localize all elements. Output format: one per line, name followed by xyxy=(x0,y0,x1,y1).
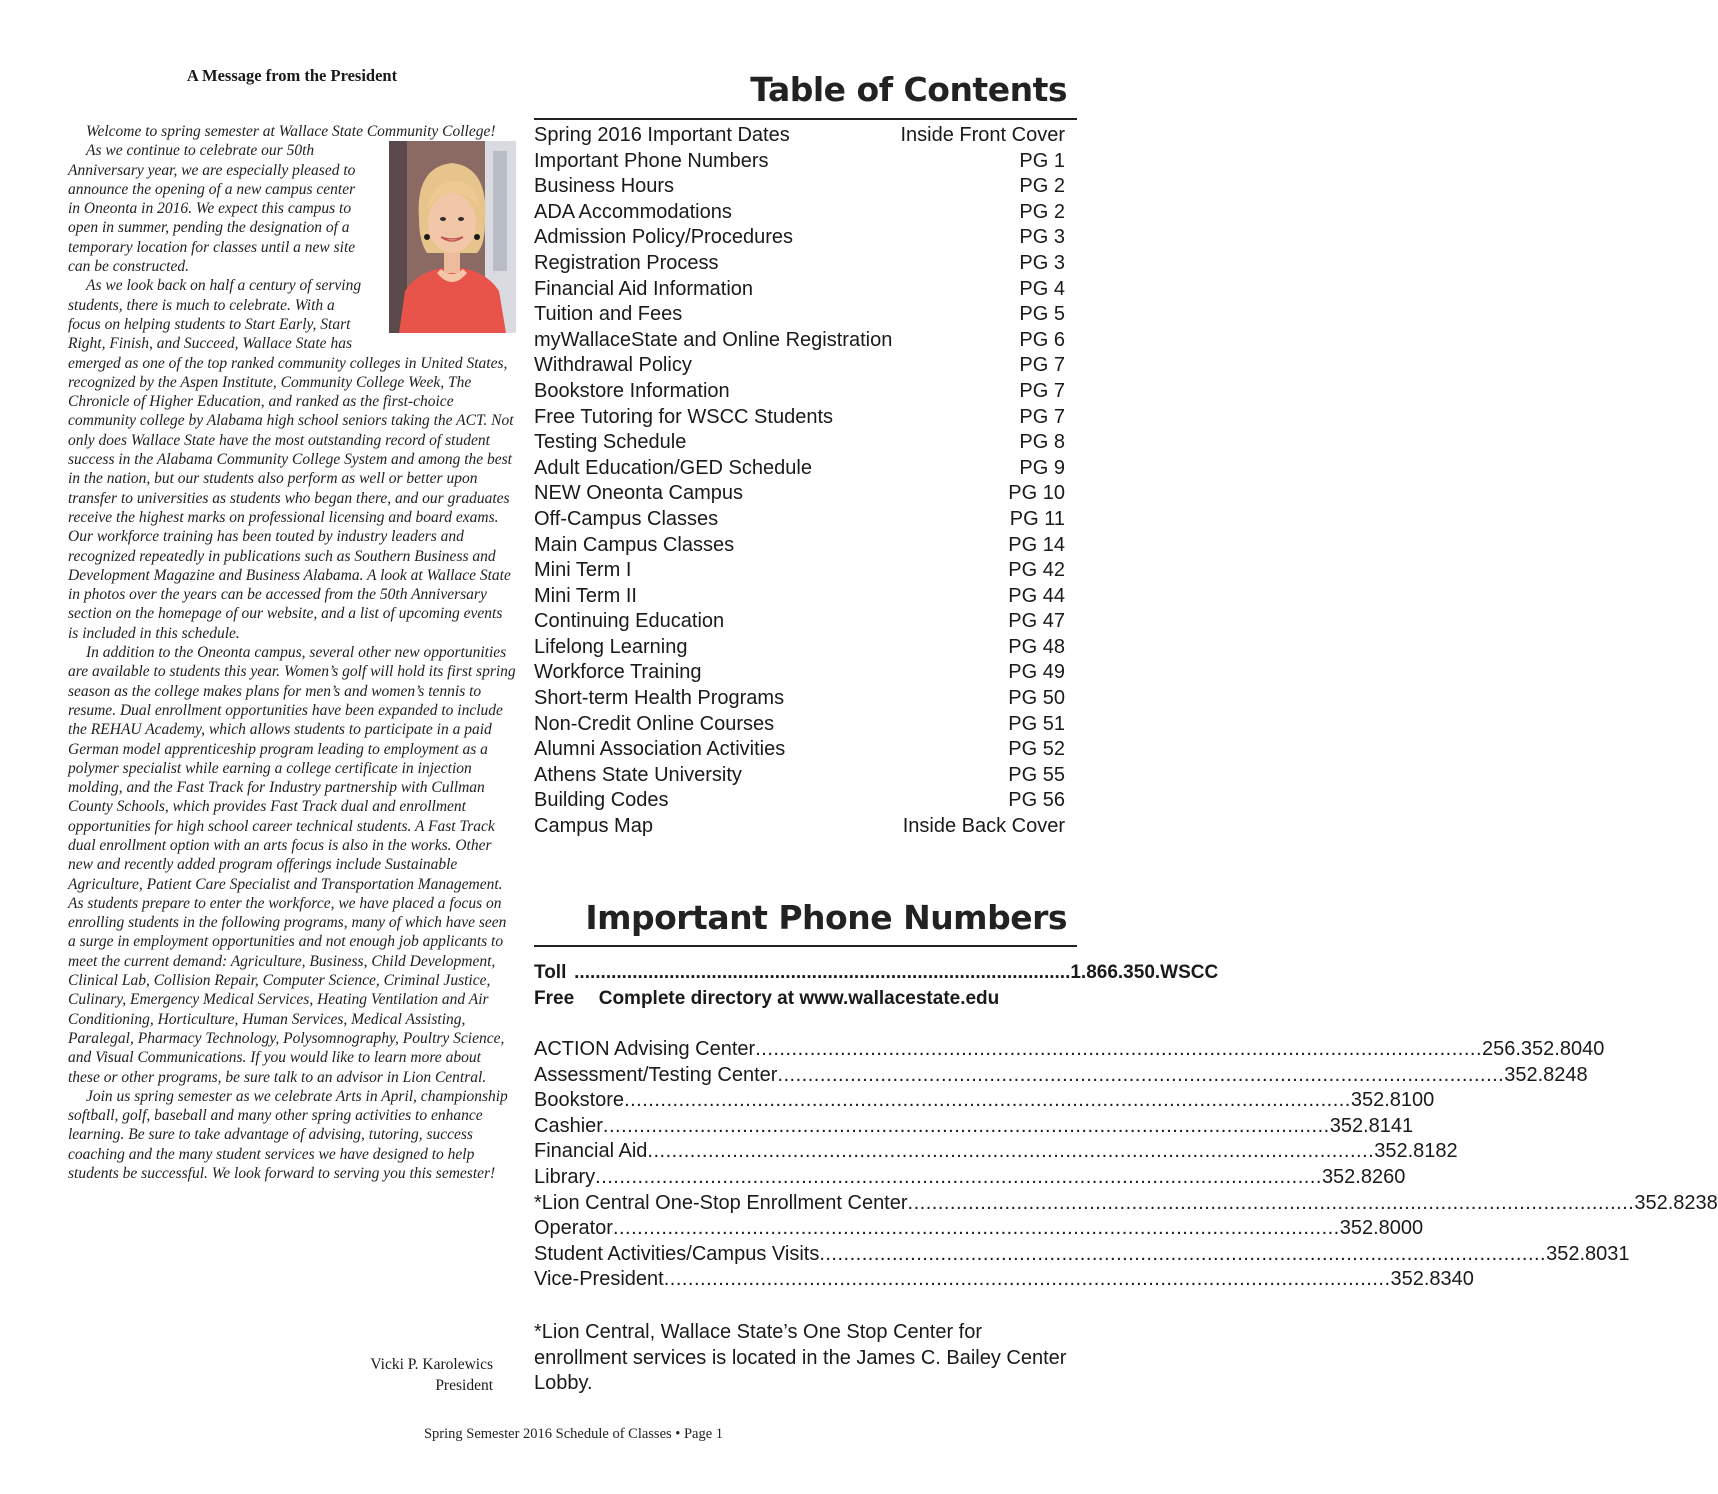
phone-label: ACTION Advising Center xyxy=(534,1038,756,1060)
toc-item xyxy=(534,225,1065,251)
phone-directory xyxy=(534,960,1718,1293)
toc-item-page: PG 10 xyxy=(1008,482,1065,505)
toc-item-label: Alumni Association Activities xyxy=(534,738,786,761)
toc-item-label: Workforce Training xyxy=(534,661,702,684)
message-paragraph: Welcome to spring semester at Wallace State Community College! xyxy=(86,123,496,140)
lion-central-footnote: *Lion Central, Wallace State’s One Stop Center for enrollment services is located in the James C. Bailey Center Lobby. xyxy=(534,1321,1067,1394)
toc-item xyxy=(534,814,1065,840)
toc-item-page: PG 47 xyxy=(1008,610,1065,633)
phone-number: 352.8248 xyxy=(1504,1063,1588,1086)
toc-item-page: PG 52 xyxy=(1008,738,1065,761)
president-photo xyxy=(389,141,516,333)
toc-item xyxy=(534,584,1065,610)
phone-label: Operator xyxy=(534,1217,613,1240)
toc-item xyxy=(534,174,1065,200)
toc-item-page: Inside Back Cover xyxy=(902,815,1065,838)
leader-dots: ........................................................................................................................ xyxy=(612,1217,1340,1240)
phone-row xyxy=(534,1037,1605,1063)
toc-item xyxy=(534,609,1065,635)
signature xyxy=(68,1354,493,1396)
phone-row xyxy=(534,1088,1435,1114)
toc-item-page: PG 3 xyxy=(1019,226,1065,249)
toc-item-label: Tuition and Fees xyxy=(534,303,683,326)
toc-item xyxy=(534,302,1065,328)
leader-dots: .............................................................................................. xyxy=(574,962,1071,983)
phone-row xyxy=(534,1114,1414,1140)
toc-item-page: PG 7 xyxy=(1019,379,1065,402)
toc-item-label: Main Campus Classes xyxy=(534,533,735,556)
toc-item xyxy=(534,507,1065,533)
leader-dots: ........................................................................................................................ xyxy=(595,1165,1322,1188)
toc-item-page: PG 3 xyxy=(1019,251,1065,274)
toc-item-page: PG 49 xyxy=(1008,661,1065,684)
phone-title: Important Phone Numbers xyxy=(585,898,1067,937)
toc-item-label: Financial Aid Information xyxy=(534,277,754,300)
phone-label: Vice-President xyxy=(534,1268,664,1291)
message-paragraph: In addition to the Oneonta campus, several other new opportunities are available to students this year. Women’s golf will hold its first spring season as the college makes plans for men’s and women’s tennis to resume. Dual enrollment opportunities have been expanded to include the REHAU Academy, which allows students to participate in a paid German model apprenticeship program leading to employment as a polymer specialist while earning a college certificate in injection molding, and the Fast Track for Industry partnership with Cullman County Schools, which provides Fast Track dual and enrollment opportunities for high school career technical students. A Fast Track dual enrollment option with an arts focus is also in the works. Other new and recently added program offerings include Sustainable Agriculture, Patient Care Specialist and Transportation Management. As students prepare to enter the workforce, we have placed a focus on enrolling students in the following programs, many of which have seen a surge in employment opportunities and not enough job applicants to meet the current demand: Agriculture, Business, Child Development, Clinical Lab, Collision Repair, Computer Science, Criminal Justice, Culinary, Emergency Medical Services, Heating Ventilation and Air Conditioning, Horticulture, Human Services, Medical Assisting, Paralegal, Pharmacy Technology, Polysomnography, Poultry Science, and Visual Communications. If you would like to learn more about these or other programs, be sure talk to an advisor in Lion Central. xyxy=(68,644,516,1086)
toc-title: Table of Contents xyxy=(750,70,1067,109)
leader-dots: ........................................................................................................................ xyxy=(663,1268,1391,1291)
phone-label: Financial Aid xyxy=(534,1140,648,1163)
toc-item-page: PG 11 xyxy=(1009,507,1065,530)
toc-item xyxy=(534,712,1065,738)
toc-item xyxy=(534,635,1065,661)
phone-number: 256.352.8040 xyxy=(1482,1038,1605,1060)
toc-item-label: Building Codes xyxy=(534,789,669,812)
toc-item-page: PG 48 xyxy=(1008,635,1065,658)
phone-label: Assessment/Testing Center xyxy=(534,1063,778,1086)
phone-number: 352.8260 xyxy=(1321,1165,1406,1188)
toc-item-page: PG 8 xyxy=(1019,431,1065,454)
toc-item-label: Spring 2016 Important Dates xyxy=(534,124,790,146)
toc-item-page: PG 42 xyxy=(1008,559,1065,582)
phone-number: 352.8340 xyxy=(1390,1268,1474,1291)
toc-item-page: PG 7 xyxy=(1019,354,1065,377)
toc-item-page: PG 6 xyxy=(1019,328,1065,351)
phone-row xyxy=(534,1191,1718,1217)
signature-name: Vicki P. Karolewics xyxy=(370,1356,493,1373)
toc-item-label: Testing Schedule xyxy=(534,431,687,454)
toc-item-page: PG 1 xyxy=(1019,149,1065,172)
toc-item-page: PG 2 xyxy=(1019,200,1065,223)
message-body xyxy=(68,122,516,1183)
toc-item-label: NEW Oneonta Campus xyxy=(534,482,743,505)
toc-item-label: Campus Map xyxy=(534,815,653,838)
phone-number: 352.8182 xyxy=(1374,1140,1458,1163)
leader-dots: ........................................................................................................................ xyxy=(602,1114,1330,1137)
toc-item-label: Business Hours xyxy=(534,175,675,198)
message-paragraph: As we look back on half a century of serving students, there is much to celebrate. With a focus on helping students to Start Early, Start Right, Finish, and Succeed, Wallace State has emerged as one of the top ranked community colleges in United States, recognized by the Aspen Institute, Community College Week, The Chronicle of Higher Education, and ranked as the first-choice community college by Alabama high school seniors taking the ACT. Not only does Wallace State have the most outstanding record of student success in the Alabama Community College System and among the best in the nation, but our students also perform as well or better upon transfer to universities as students who began there, and our graduates receive the highest marks on professional licensing and board exams. Our workforce training has been touted by industry leaders and recognized repeatedly in publications such as Southern Business and Development Magazine and Business Alabama. A look at Wallace State in photos over the years can be accessed from the 50th Anniversary section on the homepage of our website, and a list of upcoming events is included in this schedule. xyxy=(68,277,514,642)
toc-item xyxy=(534,533,1065,559)
toc-item xyxy=(534,149,1065,175)
phone-number: 352.8100 xyxy=(1350,1089,1435,1112)
message-paragraph: Join us spring semester as we celebrate Arts in April, championship softball, golf, baseball and many other spring activities to enhance learning. Be sure to take advantage of advising, tutoring, success coaching and the many student services we have designed to help students be successful. We look forward to serving you this semester! xyxy=(68,1087,508,1183)
toc-item-label: Registration Process xyxy=(534,251,719,274)
toc-item xyxy=(534,558,1065,584)
leader-dots: ........................................................................................................................ xyxy=(647,1140,1375,1163)
toc-item-page: PG 44 xyxy=(1008,584,1065,607)
toc-item-label: Mini Term II xyxy=(534,584,637,607)
leader-dots: ........................................................................................................................ xyxy=(907,1191,1635,1214)
toc-item-label: Free Tutoring for WSCC Students xyxy=(534,405,834,428)
toc-item-label: Off-Campus Classes xyxy=(534,507,719,530)
phone-label: Student Activities/Campus Visits xyxy=(534,1242,820,1265)
toc-item-label: myWallaceState and Online Registration xyxy=(534,328,893,351)
toc-item-page: Inside Front Cover xyxy=(900,124,1065,146)
toc-item xyxy=(534,456,1065,482)
toc-item-page: PG 56 xyxy=(1008,789,1065,812)
toc-item-label: Non-Credit Online Courses xyxy=(534,712,775,735)
signature-title: President xyxy=(435,1377,493,1394)
toc-item-label: Mini Term I xyxy=(534,559,632,582)
leader-dots: ........................................................................................................................ xyxy=(755,1038,1482,1060)
toc-item xyxy=(534,737,1065,763)
toc-divider xyxy=(534,118,1077,120)
toc-item xyxy=(534,405,1065,431)
toc-list xyxy=(534,123,1065,840)
toc-item-page: PG 5 xyxy=(1019,303,1065,326)
toc-item-label: Adult Education/GED Schedule xyxy=(534,456,812,479)
toll-free-label: Toll Free xyxy=(534,962,575,1009)
toc-item-page: PG 51 xyxy=(1008,712,1065,735)
toc-item xyxy=(534,123,1065,149)
phone-row xyxy=(534,1165,1406,1191)
leader-dots: ........................................................................................................................ xyxy=(624,1089,1351,1112)
toc-item xyxy=(534,251,1065,277)
toc-item-label: Continuing Education xyxy=(534,610,725,633)
toc-item-page: PG 50 xyxy=(1008,687,1065,710)
leader-dots: ........................................................................................................................ xyxy=(777,1063,1505,1086)
toc-item-label: Important Phone Numbers xyxy=(534,149,769,172)
phone-list xyxy=(534,1037,1718,1293)
toc-item xyxy=(534,277,1065,303)
toc-item xyxy=(534,379,1065,405)
phone-row xyxy=(534,1216,1424,1242)
toc-item-label: Lifelong Learning xyxy=(534,635,688,658)
phone-row xyxy=(534,1063,1588,1089)
phone-number: 352.8238 xyxy=(1634,1191,1718,1214)
directory-note: Complete directory at www.wallacestate.edu xyxy=(598,988,1000,1009)
toc-item-page: PG 55 xyxy=(1008,763,1065,786)
phone-row xyxy=(534,1139,1458,1165)
phone-number: 352.8031 xyxy=(1546,1242,1630,1265)
message-paragraph: As we continue to celebrate our 50th Anniversary year, we are especially pleased to announce the opening of a new campus center in Oneonta in 2016. We expect this campus to open in summer, pending the designation of a temporary location for classes until a new site can be constructed. xyxy=(68,142,356,276)
page-footer: Spring Semester 2016 Schedule of Classes • Page 1 xyxy=(423,1426,724,1442)
toc-item xyxy=(534,686,1065,712)
toc-item xyxy=(534,660,1065,686)
toc-item-page: PG 14 xyxy=(1008,533,1065,556)
toc-item-label: ADA Accommodations xyxy=(534,200,732,223)
toc-item-page: PG 7 xyxy=(1019,405,1065,428)
toc-item-page: PG 9 xyxy=(1019,456,1065,479)
phone-label: Library xyxy=(534,1165,596,1188)
toc-item-label: Bookstore Information xyxy=(534,379,730,402)
phone-divider xyxy=(534,945,1077,947)
message-title: A Message from the President xyxy=(186,66,398,85)
leader-dots: ........................................................................................................................ xyxy=(819,1242,1547,1265)
phone-label: *Lion Central One-Stop Enrollment Center xyxy=(534,1191,908,1214)
toc-item xyxy=(534,200,1065,226)
phone-row xyxy=(534,1267,1474,1293)
toc-item-page: PG 4 xyxy=(1019,277,1065,300)
toll-free-number: 1.866.350.WSCC xyxy=(1070,962,1219,983)
toc-item xyxy=(534,481,1065,507)
toc-item xyxy=(534,328,1065,354)
toc-item xyxy=(534,788,1065,814)
toc-item xyxy=(534,353,1065,379)
toc-item xyxy=(534,763,1065,789)
phone-number: 352.8000 xyxy=(1339,1217,1424,1240)
toc-item-label: Short-term Health Programs xyxy=(534,687,785,710)
phone-row xyxy=(534,1242,1630,1268)
toc-item xyxy=(534,430,1065,456)
toc-item-label: Admission Policy/Procedures xyxy=(534,226,793,249)
toc-item-label: Withdrawal Policy xyxy=(534,354,692,377)
toc-item-label: Athens State University xyxy=(534,763,742,786)
phone-label: Cashier xyxy=(534,1114,603,1137)
phone-number: 352.8141 xyxy=(1329,1114,1414,1137)
phone-label: Bookstore xyxy=(534,1089,625,1112)
toc-item-page: PG 2 xyxy=(1019,175,1065,198)
